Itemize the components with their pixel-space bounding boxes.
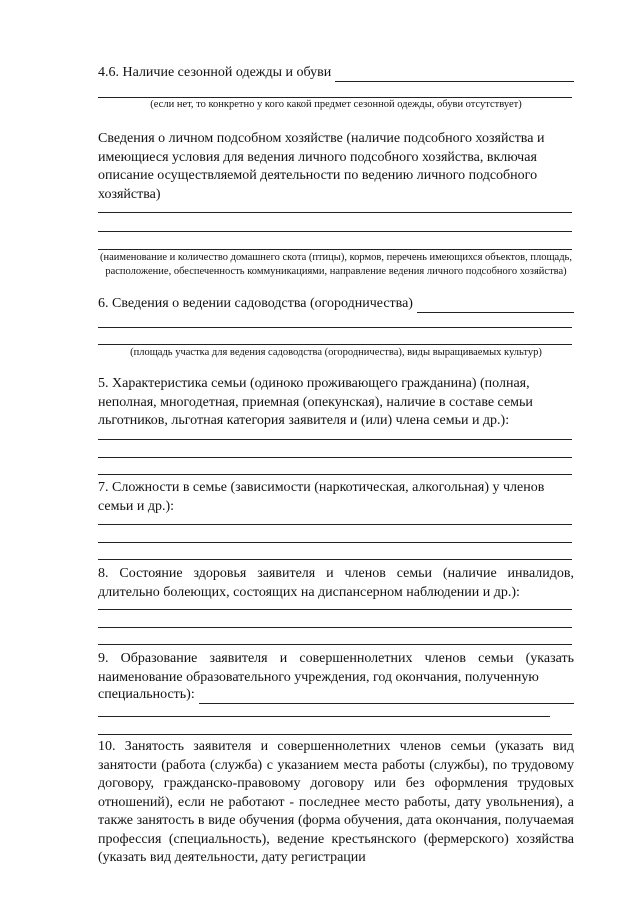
section-4-6-field[interactable] (335, 68, 574, 82)
section-8-line-2[interactable] (98, 627, 572, 628)
section-9-line-2[interactable] (98, 716, 550, 717)
section-9-row (98, 686, 574, 704)
section-8-text: 8. Состояние здоровья заявителя и членов семьи (наличие инвалидов, длительно болеющих, состоящих на диспансерном наблюдении и др.): (98, 566, 574, 600)
section-4-6-row (98, 64, 574, 82)
section-6-row (98, 295, 574, 313)
subsidiary-farm-text: Сведения о личном подсобном хозяйстве (наличие подсобного хозяйства и имеющиеся условия для ведения личного подсобного хозяйства, включая описание осуществляемой деятельности по ведению личного подсобного хозяйства) (98, 131, 545, 202)
section-5-line-2[interactable] (98, 457, 572, 458)
subsidiary-farm-line-2[interactable] (98, 231, 572, 232)
section-9-text: 9. Образование заявителя и совершеннолетних членов семьи (указать наименование образовательного учреждения, год окончания, полученную (98, 651, 574, 685)
section-6-caption: (площадь участка для ведения садоводства (огородничества), виды выращиваемых культур) (130, 347, 542, 358)
section-7-line-1[interactable] (98, 524, 572, 525)
section-10-text: 10. Занятость заявителя и совершеннолетних членов семьи (указать вид занятости (работа (служба) с указанием места работы (службы), по трудовому договору, гражданско-правовому договору или без оформления трудовых отношений), если не работают - последнее место работы, дату увольнения), а также занятость в виде обучения (форма обучения, дата окончания, получаемая профессия (специальность), ведение крестьянского (фермерского) хозяйства (указать вид деятельности, дату регистрации (98, 739, 574, 865)
section-7-text: 7. Сложности в семье (зависимости (наркотическая, алкогольная) у членов семьи и др.): (98, 480, 545, 514)
section-6-field[interactable] (417, 299, 574, 313)
section-6-label: 6. Сведения о ведении садоводства (огородничества) (98, 296, 413, 311)
section-6-line-3[interactable] (98, 344, 572, 345)
section-9-field[interactable] (199, 690, 574, 704)
section-7-line-2[interactable] (98, 542, 572, 543)
section-5-line-3[interactable] (98, 474, 572, 475)
section-4-6-label: 4.6. Наличие сезонной одежды и обуви (98, 65, 332, 80)
subsidiary-farm-line-3[interactable] (98, 249, 572, 250)
section-8-line-1[interactable] (98, 609, 572, 610)
subsidiary-farm-line-1[interactable] (98, 212, 572, 213)
section-9-tail-label: специальность): (98, 687, 195, 702)
section-4-6-caption: (если нет, то конкретно у кого какой предмет сезонной одежды, обуви отсутствует) (150, 99, 522, 110)
section-6-line-2[interactable] (98, 327, 572, 328)
subsidiary-farm-caption: (наименование и количество домашнего скота (птицы), кормов, перечень имеющихся объектов, площадь, расположение, обеспеченность коммуникациями, направление ведения личного подсобного хозяйства) (100, 252, 572, 277)
section-9-line-3[interactable] (98, 734, 572, 735)
section-5-line-1[interactable] (98, 439, 572, 440)
section-8-line-3[interactable] (98, 644, 572, 645)
section-7-line-3[interactable] (98, 559, 572, 560)
section-5-text: 5. Характеристика семьи (одиноко проживающего гражданина) (полная, неполная, многодетная, приемная (опекунская), наличие в составе семьи льготников, льготная категория заявителя и (или) члена семьи и др.): (98, 376, 533, 428)
